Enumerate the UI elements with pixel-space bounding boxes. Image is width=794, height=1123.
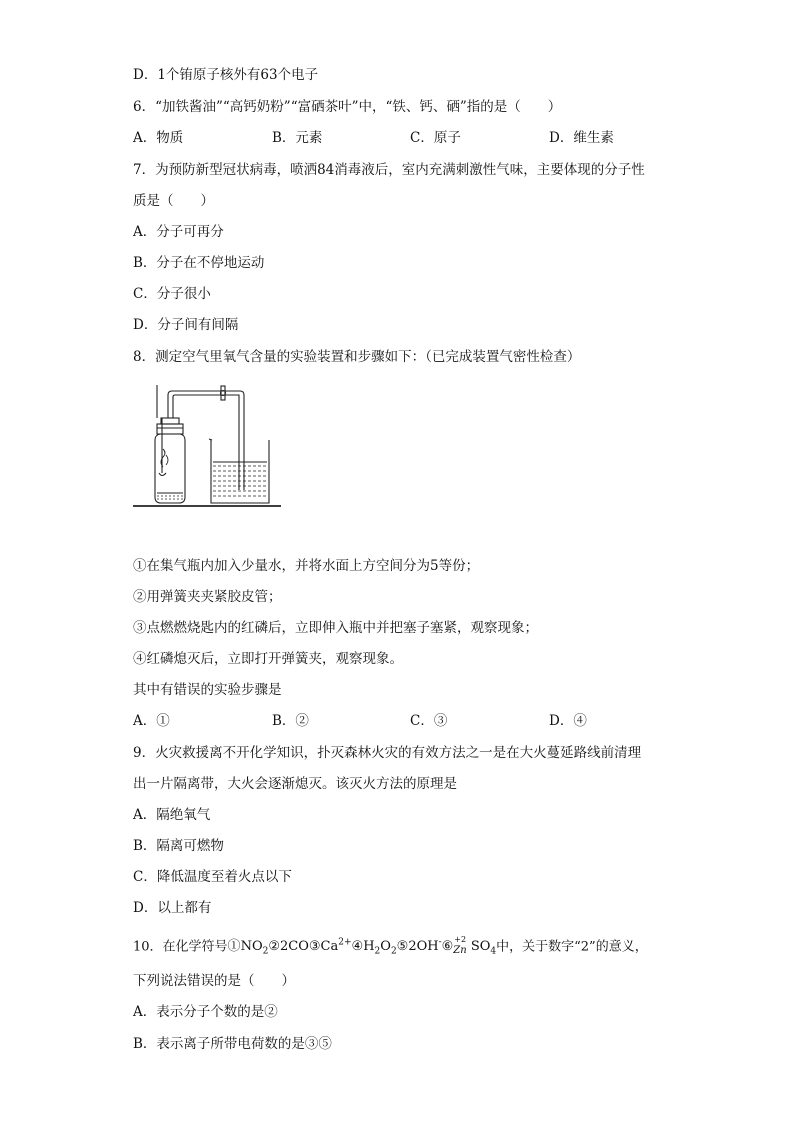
question-6: 6．“加铁酱油”“高钙奶粉”“富硒茶叶”中，“铁、钙、硒”指的是（ ） — [133, 99, 562, 115]
q9-option-b: B．隔离可燃物 — [133, 838, 224, 854]
apparatus-diagram — [133, 385, 283, 510]
spring-clamp — [221, 386, 225, 400]
q8-option-c: C．③ — [410, 713, 448, 729]
q8-option-a: A．① — [133, 713, 170, 729]
q9-option-d: D．以上都有 — [133, 900, 212, 916]
q7-option-a: A．分子可再分 — [133, 224, 224, 240]
q7-option-d: D．分子间有间隔 — [133, 317, 239, 333]
option-d-previous: D．1个铕原子核外有63个电子 — [133, 67, 319, 83]
beaker — [211, 440, 269, 503]
question-8-ask: 其中有错误的实验步骤是 — [133, 682, 282, 698]
step-4: ④红磷熄灭后，立即打开弹簧夹，观察现象。 — [133, 651, 403, 667]
q8-option-b: B．② — [272, 713, 309, 729]
question-10-line1 — [133, 934, 648, 961]
step-3: ③点燃燃烧匙内的红磷后，立即伸入瓶中并把塞子塞紧，观察现象； — [133, 620, 538, 636]
q9-option-c: C．降低温度至着火点以下 — [133, 869, 292, 885]
glass-tube — [168, 391, 244, 490]
q6-option-c: C．原子 — [410, 130, 461, 146]
q6-option-b: B．元素 — [272, 130, 323, 146]
q7-option-b: B．分子在不停地运动 — [133, 255, 265, 271]
step-2: ②用弹簧夹夹紧胶皮管； — [133, 589, 282, 605]
question-10-line2: 下列说法错误的是（ ） — [133, 973, 295, 989]
q10-suffix: 中，关于数字“2”的意义， — [496, 939, 648, 955]
q6-option-d: D．维生素 — [549, 130, 614, 146]
q6-option-a: A．物质 — [133, 130, 184, 146]
q10-option-b: B．表示离子所带电荷数的是③⑤ — [133, 1036, 332, 1052]
stopper — [157, 424, 183, 434]
question-9-line2: 出一片隔离带，大火会逐渐熄灭。该灭火方法的原理是 — [133, 776, 457, 792]
q9-option-a: A．隔绝氧气 — [133, 807, 211, 823]
question-7-line1: 7．为预防新型冠状病毒，喷洒84消毒液后，室内充满刺激性气味，主要体现的分子性 — [133, 162, 645, 178]
step-1: ①在集气瓶内加入少量水，并将水面上方空间分为5等份； — [133, 558, 480, 574]
question-7-line2: 质是（ ） — [133, 193, 214, 209]
chemical-formulas: $①NO_2②2CO③Ca^{2+}④H_2O_2⑤2OH^-⑥$ +2 $_{Zn}$ $SO_4$ — [227, 935, 497, 957]
question-9-line1: 9．火灾救援离不开化学知识，扑灭森林火灾的有效方法之一是在大火蔓延路线前清理 — [133, 745, 642, 761]
question-8: 8．测定空气里氧气含量的实验装置和步骤如下：（已完成装置气密性检查） — [133, 349, 581, 365]
q7-option-c: C．分子很小 — [133, 286, 211, 302]
q10-prefix: 10．在化学符号 — [133, 939, 228, 955]
combustion-spoon — [159, 473, 166, 476]
q10-option-a: A．表示分子个数的是② — [133, 1004, 278, 1020]
q8-option-d: D．④ — [549, 713, 587, 729]
